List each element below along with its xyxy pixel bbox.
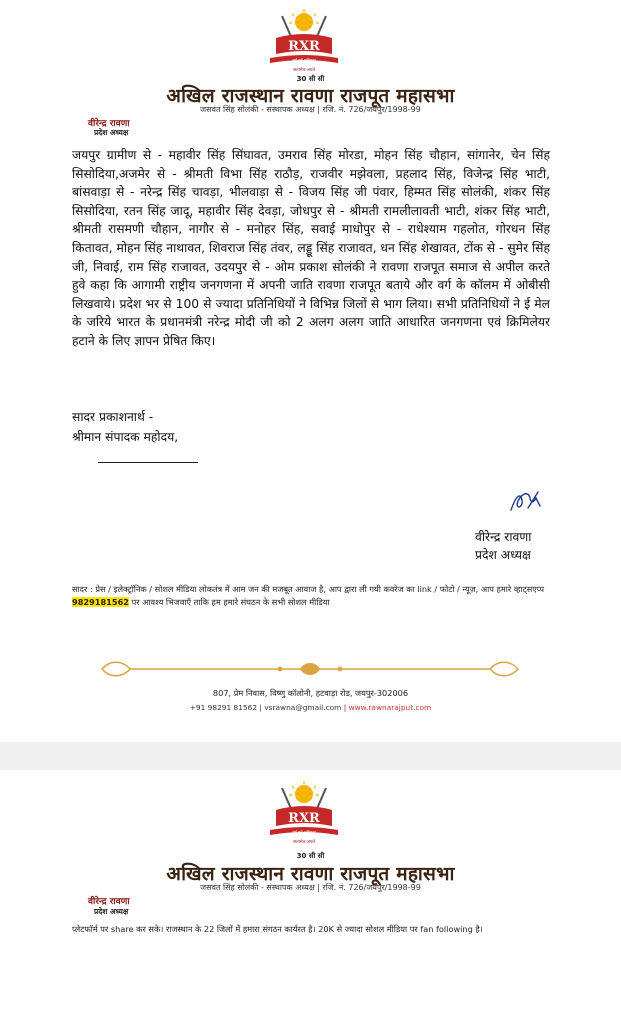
established-label-page-2: 30 सी सी [296,852,325,860]
closing-line-1: सादर प्रकाशनार्थ - [72,410,154,424]
press-note-text: सादर : प्रेस / इलेक्ट्रॉनिक / सोशल मीडिया लोकतंत्र में आम जन की मजबूत आवाज है, आप द्वारा ली गयी कवरेज का link / फोटो / न्यूज़, आप हमारे व्हाट्सएप्प [72,584,544,594]
emblem-motto: गर्व हमें क्षत्रियता [292,57,316,63]
contact-website[interactable]: www.rawnarajput.com [348,703,432,712]
organization-emblem-logo-page-2 [262,780,346,846]
footer-ornament-divider [100,658,520,680]
contact-line [0,703,621,712]
emblem-letters-page-2: RXR [288,811,320,826]
emblem-letters: RXR [288,39,320,54]
office-address: 807, प्रेम निवास, विष्णु कॉलोनी, हटवाड़ा रोड, जयपुर-302006 [212,688,409,698]
emblem-tagline: सत्यमेव जयते [292,68,316,73]
contact-phone: +91 98291 81562 [189,703,258,712]
organization-title-page-2: अखिल राजस्थान रावणा राजपूत महासभा [166,863,455,885]
signer-role: प्रदेश अध्यक्ष [475,548,531,562]
sender-role-page-2: प्रदेश अध्यक्ष [94,907,129,916]
sender-name: वीरेन्द्र रावणा [88,119,130,129]
sender-name-page-2: वीरेन्द्र रावणा [88,897,130,907]
contact-separator: | [259,703,262,712]
sender-role: प्रदेश अध्यक्ष [94,128,129,137]
continuation-text: प्लेटफॉर्म पर share कर सके। राजस्थान के 22 जिलों में हमारा संगठन कार्यरत है। 20K से ज्यादा सोशल मीडिया पर fan following है। [72,924,483,934]
closing-underline [98,462,198,463]
organization-title: अखिल राजस्थान रावणा राजपूत महासभा [166,85,455,107]
organization-subtitle: जसवंत सिंह सोलंकी - संस्थापक अध्यक्ष | रजि. नं. 726/जयपुर/1998-99 [200,105,421,114]
organization-subtitle-page-2: जसवंत सिंह सोलंकी - संस्थापक अध्यक्ष | रजि. नं. 726/जयपुर/1998-99 [200,883,421,892]
closing-line-2: श्रीमान संपादक महोदय, [72,430,179,444]
established-label: 30 सी सी [296,75,325,83]
whatsapp-number: 9829181562 [72,597,129,608]
emblem-motto-page-2: गर्व हमें क्षत्रियता [292,829,316,835]
signer-name: वीरेन्द्र रावणा [475,530,532,544]
letter-body: जयपुर ग्रामीण से - महावीर सिंह सिंघावत, उमराव सिंह मोरडा, मोहन सिंह चौहान, सांगानेर, चेन सिंह सिसोदिया,अजमेर से - श्रीमती विभा सिंह राठौड़, राजवीर मझेवला, प्रहलाद सिंह, विजेन्द्र सिंह भाटी, बांसवाड़ा से - नरेन्द्र सिंह चावड़ा, भीलवाड़ा से - विजय सिंह जी पंवार, हिम्मत सिंह सोलंकी, शंकर सिंह सिसोदिया, रतन सिंह जादू, महावीर सिंह देवड़ा, जोधपुर से - श्रीमती रामलीलावती भाटी, शंकर सिंह भाटी, श्रीमती रासमणी चौहान, नागौर से - मनोहर सिंह, सवाई माधोपुर से - राधेश्याम गहलोत, गोरधन सिंह कितावत, मोहन सिंह नाथावत, शिवराज सिंह तंवर, लड्डू सिंह राजावत, धन सिंह शेखावत, टोंक से - सुमेर सिंह जी, निवाई, राम सिंह राजावत, उदयपुर से - ओम प्रकाश सोलंकी ने रावणा राजपूत समाज से अपील करते हुवे कहा कि आगामी राष्ट्रीय जनगणना में अपनी जाति रावणा राजपूत बताये और वर्ग के कॉलम में ओबीसी लिखवाये। प्रदेश भर से 100 से ज्यादा प्रतिनिधियों ने विभिन्न जिलों से भाग लिया। सभी प्रतिनिधियों ने ई मेल के जरिये भारत के प्रधानमंत्री नरेन्द्र मोदी जी को 2 अलग अलग जाति आधारित जनगणना एवं क्रिमिलेयर हटाने के लिए ज्ञापन प्रेषित किए। [72,148,550,348]
organization-emblem-logo [262,8,346,74]
letter-page-2 [0,770,621,1024]
press-note-text-end: पर आवश्य भिजवाएँ ताकि हम हमारे संघठन के सभी सोशल मीडिया [128,597,330,608]
contact-email[interactable]: vsrawna@gmail.com [264,703,342,712]
contact-separator-2: | [343,703,347,712]
press-note [72,583,550,610]
emblem-tagline-page-2: सत्यमेव जयते [292,840,316,845]
signature-image [508,486,544,516]
